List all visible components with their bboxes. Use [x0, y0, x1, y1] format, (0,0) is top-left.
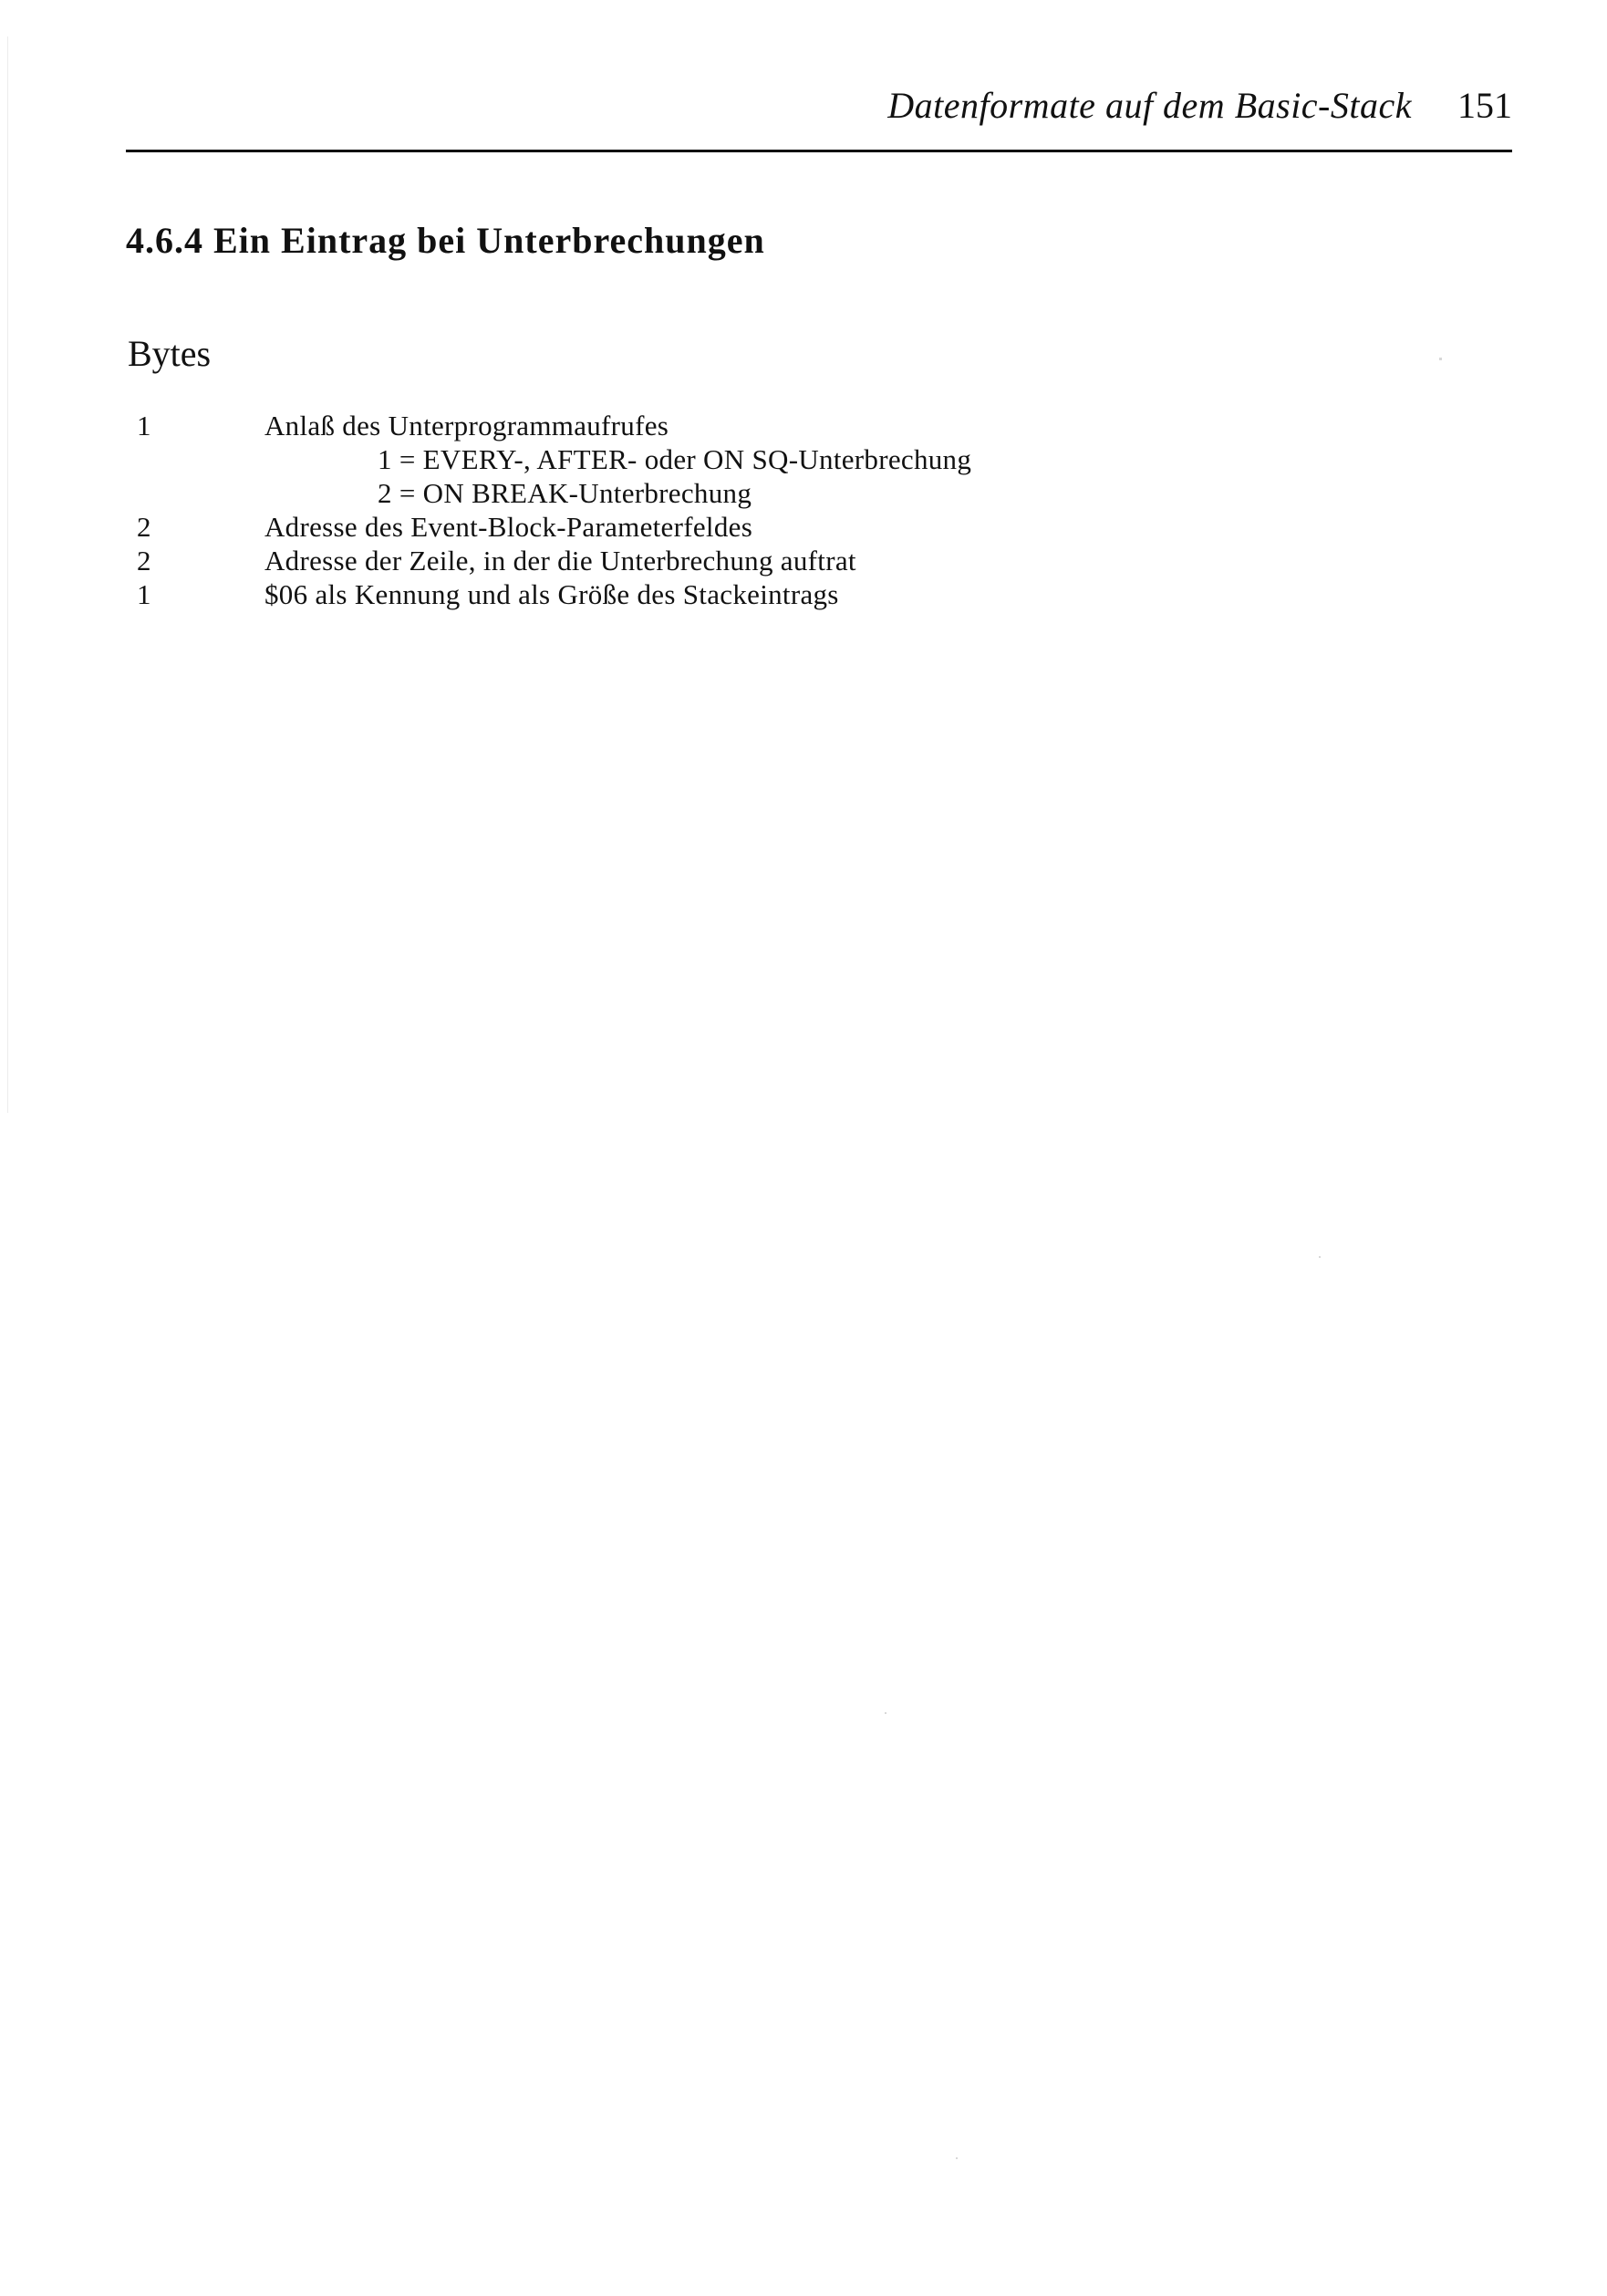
entry-bytes: 2: [137, 545, 151, 577]
entry-description: 2 = ON BREAK-Unterbrechung: [378, 477, 752, 509]
entry-row: [137, 442, 1414, 476]
header-divider: [126, 150, 1512, 152]
entry-description: Adresse des Event-Block-Parameterfeldes: [264, 511, 753, 543]
scan-edge: [7, 36, 8, 1113]
entry-description: Anlaß des Unterprogrammaufrufes: [264, 410, 669, 442]
entry-row: [137, 544, 1414, 577]
entry-description: $06 als Kennung und als Größe des Stackeintrags: [264, 578, 839, 610]
entry-bytes: 1: [137, 578, 151, 610]
scan-speck: [956, 2157, 958, 2159]
scan-speck: [885, 1712, 886, 1714]
entry-bytes: 1: [137, 410, 151, 442]
stack-entry-table: [137, 409, 1414, 611]
entry-row: [137, 409, 1414, 442]
running-title: Datenformate auf dem Basic-Stack: [887, 85, 1412, 126]
bytes-column-label: Bytes: [128, 333, 212, 374]
running-head: [126, 84, 1512, 139]
scan-speck: [1439, 358, 1442, 360]
entry-row: [137, 510, 1414, 544]
section-heading: 4.6.4 Ein Eintrag bei Unterbrechungen: [126, 220, 765, 261]
entry-row: [137, 577, 1414, 611]
entry-row: [137, 476, 1414, 510]
page-number: 151: [1457, 85, 1512, 126]
entry-description: Adresse der Zeile, in der die Unterbrechung auftrat: [264, 545, 856, 577]
entry-description: 1 = EVERY-, AFTER- oder ON SQ-Unterbrechung: [378, 443, 972, 475]
scan-speck: [1319, 1256, 1321, 1258]
entry-bytes: 2: [137, 511, 151, 543]
